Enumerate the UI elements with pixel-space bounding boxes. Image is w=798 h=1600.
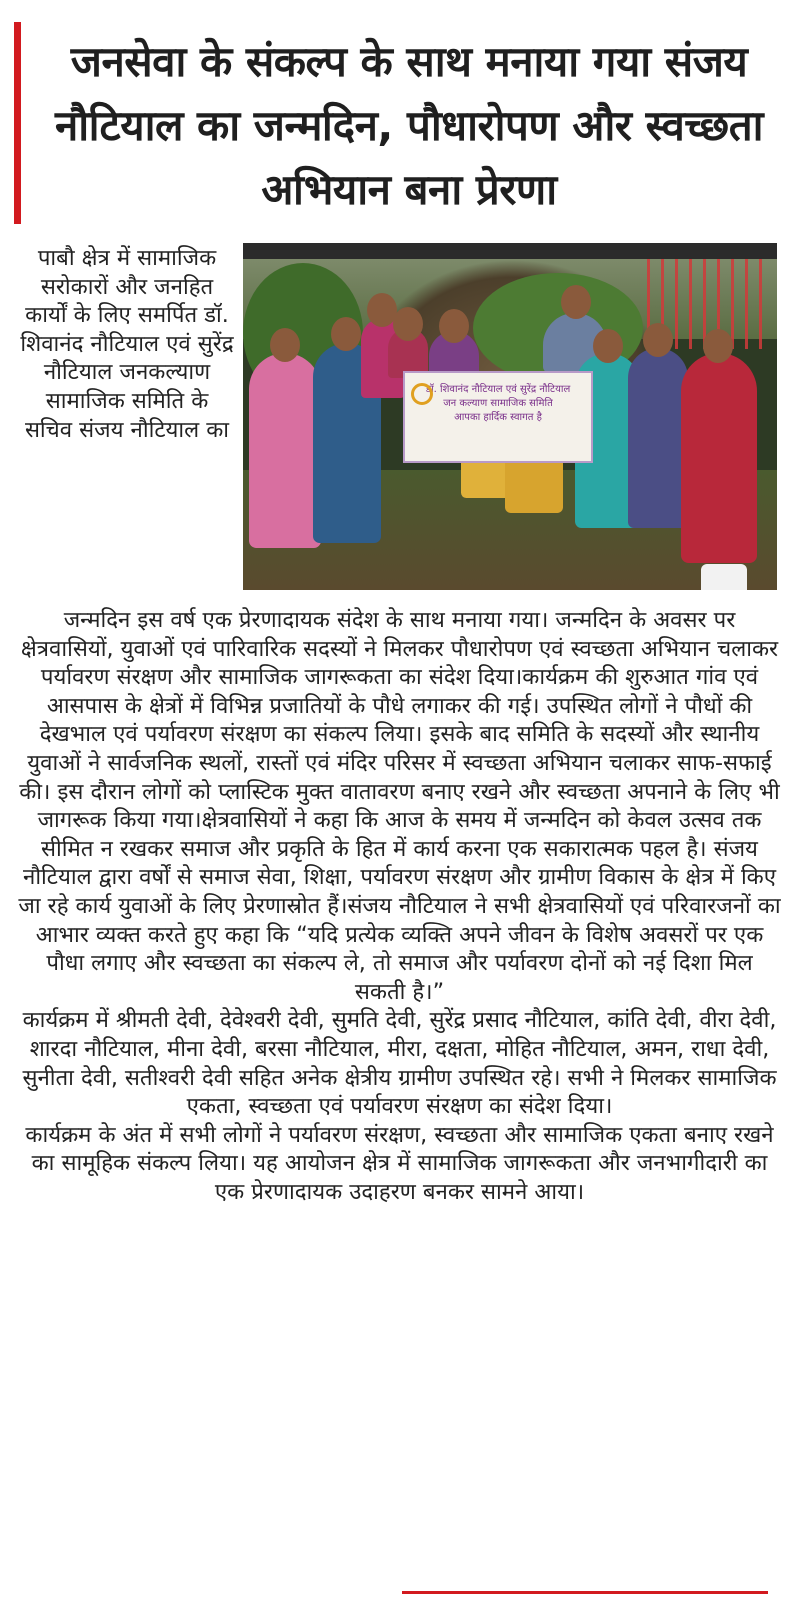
photo-person bbox=[249, 353, 321, 548]
photo-person-head bbox=[270, 328, 300, 362]
body-paragraph: कार्यक्रम के अंत में सभी लोगों ने पर्यावरण संरक्षण, स्वच्छता और सामाजिक एकता बनाए रखने का सामूहिक संकल्प लिया। यह आयोजन क्षेत्र में सामाजिक जागरूकता और जनभागीदारी का एक प्रेरणादायक उदाहरण बनकर सामने आया। bbox=[25, 1121, 774, 1205]
photo-person-head bbox=[561, 285, 591, 319]
photo-person bbox=[681, 353, 757, 563]
photo-top-strip bbox=[243, 243, 777, 259]
photo-person-head bbox=[393, 307, 423, 341]
photo-person-head bbox=[643, 323, 673, 357]
committee-logo-icon bbox=[411, 383, 433, 405]
photo-person-head bbox=[331, 317, 361, 351]
article-headline: जनसेवा के संकल्प के साथ मनाया गया संजय नौटियाल का जन्मदिन, पौधारोपण और स्वच्छता अभियान बना प्रेरणा bbox=[54, 37, 764, 214]
body-paragraph: जन्मदिन इस वर्ष एक प्रेरणादायक संदेश के साथ मनाया गया। जन्मदिन के अवसर पर क्षेत्रवासियों, युवाओं एवं पारिवारिक सदस्यों ने मिलकर पौधारोपण एवं स्वच्छता अभियान चलाकर पर्यावरण संरक्षण और सामाजिक जागरूकता का संदेश दिया।कार्यक्रम की शुरुआत गांव एवं आसपास के क्षेत्रों में विभिन्न प्रजातियों के पौधे लगाकर की गई। उपस्थित लोगों ने पौधों की देखभाल एवं पर्यावरण संरक्षण का संकल्प लिया। इसके बाद समिति के सदस्यों और स्थानीय युवाओं ने सार्वजनिक स्थलों, रास्तों एवं मंदिर परिसर में स्वच्छता अभियान चलाकर साफ-सफाई की। इस दौरान लोगों को प्लास्टिक मुक्त वातावरण बनाए रखने और स्वच्छता अपनाने के लिए भी जागरूक किया गया।क्षेत्रवासियों ने कहा कि आज के समय में जन्मदिन को केवल उत्सव तक सीमित न रखकर समाज और प्रकृति के हित में कार्य करना एक सकारात्मक पहल है। संजय नौटियाल द्वारा वर्षों से समाज सेवा, शिक्षा, पर्यावरण संरक्षण और ग्रामीण विकास के क्षेत्र में किए जा रहे कार्य युवाओं के लिए प्रेरणास्रोत हैं।संजय नौटियाल ने सभी क्षेत्रवासियों एवं परिवारजनों का आभार व्यक्त करते हुए कहा कि “यदि प्रत्येक व्यक्ति अपने जीवन के विशेष अवसरों पर एक पौधा लगाए और स्वच्छता का संकल्प ले, तो समाज और पर्यावरण दोनों को नई दिशा मिल सकती है।” bbox=[18, 607, 781, 1005]
photo-person bbox=[628, 348, 688, 528]
article-photo bbox=[243, 243, 777, 590]
banner-line: डॉ. शिवानंद नौटियाल एवं सुरेंद्र नौटियाल bbox=[425, 384, 571, 395]
article-body bbox=[18, 606, 781, 1206]
banner-line: जन कल्याण सामाजिक समिति bbox=[443, 398, 553, 409]
photo-person-head bbox=[439, 309, 469, 343]
photo-banner bbox=[403, 371, 593, 463]
photo-bucket bbox=[701, 564, 747, 590]
photo-person-head bbox=[593, 329, 623, 363]
photo-person-head bbox=[703, 329, 733, 363]
body-paragraph: कार्यक्रम में श्रीमती देवी, देवेश्वरी देवी, सुमति देवी, सुरेंद्र प्रसाद नौटियाल, कांति देवी, वीरा देवी, शारदा नौटियाल, मीना देवी, बरसा नौटियाल, मीरा, दक्षता, मोहित नौटियाल, अमन, राधा देवी, सुनीता देवी, सतीश्वरी देवी सहित अनेक क्षेत्रीय ग्रामीण उपस्थित रहे। सभी ने मिलकर सामाजिक एकता, स्वच्छता एवं पर्यावरण संरक्षण का संदेश दिया। bbox=[22, 1007, 777, 1120]
bottom-accent-line bbox=[402, 1591, 768, 1594]
article-intro: पाबौ क्षेत्र में सामाजिक सरोकारों और जनहित कार्यों के लिए समर्पित डॉ. शिवानंद नौटियाल एवं सुरेंद्र नौटियाल जनकल्याण सामाजिक समिति के सचिव संजय नौटियाल का bbox=[20, 245, 234, 443]
headline-accent-bar bbox=[14, 22, 21, 224]
banner-line: आपका हार्दिक स्वागत है bbox=[454, 412, 542, 423]
